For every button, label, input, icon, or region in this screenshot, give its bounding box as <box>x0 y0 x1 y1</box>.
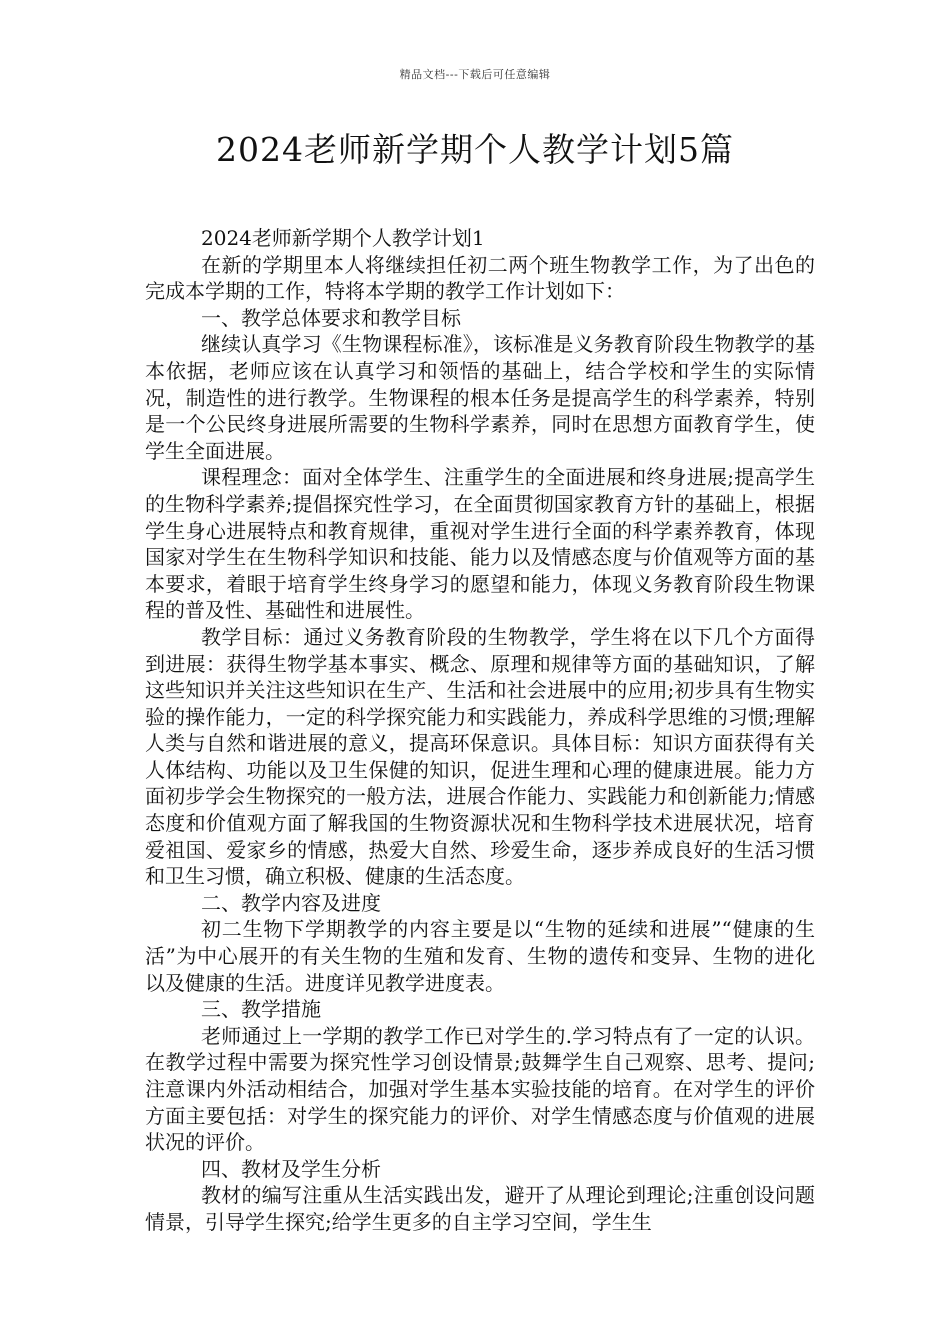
document-body <box>145 225 815 1236</box>
paragraph-content: 初二生物下学期教学的内容主要是以“生物的延续和进展”“健康的生活”为中心展开的有关生物的生殖和发育、生物的遗传和变异、生物的进化以及健康的生活。进度详见教学进度表。 <box>145 917 815 995</box>
section-heading-2: 二、教学内容及进度 <box>201 890 381 915</box>
section-heading-3: 三、教学措施 <box>201 997 321 1022</box>
paragraph-curriculum: 继续认真学习《生物课程标准》，该标准是义务教育阶段生物教学的基本依据，老师应该在认真学习和领悟的基础上，结合学校和学生的实际情况，制造性的进行教学。生物课程的根本任务是提高学生的科学素养，特别是一个公民终身进展所需要的生物科学素养，同时在思想方面教育学生，使学生全面进展。 <box>145 332 815 463</box>
section-heading-1: 一、教学总体要求和教学目标 <box>201 305 461 330</box>
paragraph-measures: 老师通过上一学期的教学工作已对学生的.学习特点有了一定的认识。在教学过程中需要为探究性学习创设情景;鼓舞学生自己观察、思考、提问;注意课内外活动相结合，加强对学生基本实验技能的培育。在对学生的评价方面主要包括：对学生的探究能力的评价、对学生情感态度与价值观的进展状况的评价。 <box>145 1023 815 1155</box>
document-title: 2024老师新学期个人教学计划5篇 <box>216 130 734 169</box>
paragraph-goals: 教学目标：通过义务教育阶段的生物教学，学生将在以下几个方面得到进展：获得生物学基本事实、概念、原理和规律等方面的基础知识，了解这些知识并关注这些知识在生产、生活和社会进展中的应用;初步具有生物实验的操作能力，一定的科学探究能力和实践能力，养成科学思维的习惯;理解人类与自然和谐进展的意义，提高环保意识。具体目标：知识方面获得有关人体结构、功能以及卫生保健的知识，促进生理和心理的健康进展。能力方面初步学会生物探究的一般方法，进展合作能力、实践能力和创新能力;情感态度和价值观方面了解我国的生物资源状况和生物科学技术进展状况，培育爱祖国、爱家乡的情感，热爱大自然、珍爱生命，逐步养成良好的生活习惯和卫生习惯，确立积极、健康的生活态度。 <box>145 624 815 889</box>
section-subtitle: 2024老师新学期个人教学计划1 <box>201 226 485 250</box>
paragraph-intro: 在新的学期里本人将继续担任初二两个班生物教学工作，为了出色的完成本学期的工作，特将本学期的教学工作计划如下： <box>145 252 815 304</box>
paragraph-philosophy: 课程理念：面对全体学生、注重学生的全面进展和终身进展;提高学生的生物科学素养;提倡探究性学习，在全面贯彻国家教育方针的基础上，根据学生身心进展特点和教育规律，重视对学生进行全面的科学素养教育，体现国家对学生在生物科学知识和技能、能力以及情感态度与价值观等方面的基本要求，着眼于培育学生终身学习的愿望和能力，体现义务教育阶段生物课程的普及性、基础性和进展性。 <box>145 465 815 623</box>
paragraph-textbook: 教材的编写注重从生活实践出发，避开了从理论到理论;注重创设问题情景，引导学生探究;给学生更多的自主学习空间，学生生 <box>145 1183 815 1234</box>
header-note: 精品文档---下载后可任意编辑 <box>399 68 551 81</box>
section-heading-4: 四、教材及学生分析 <box>201 1156 381 1181</box>
